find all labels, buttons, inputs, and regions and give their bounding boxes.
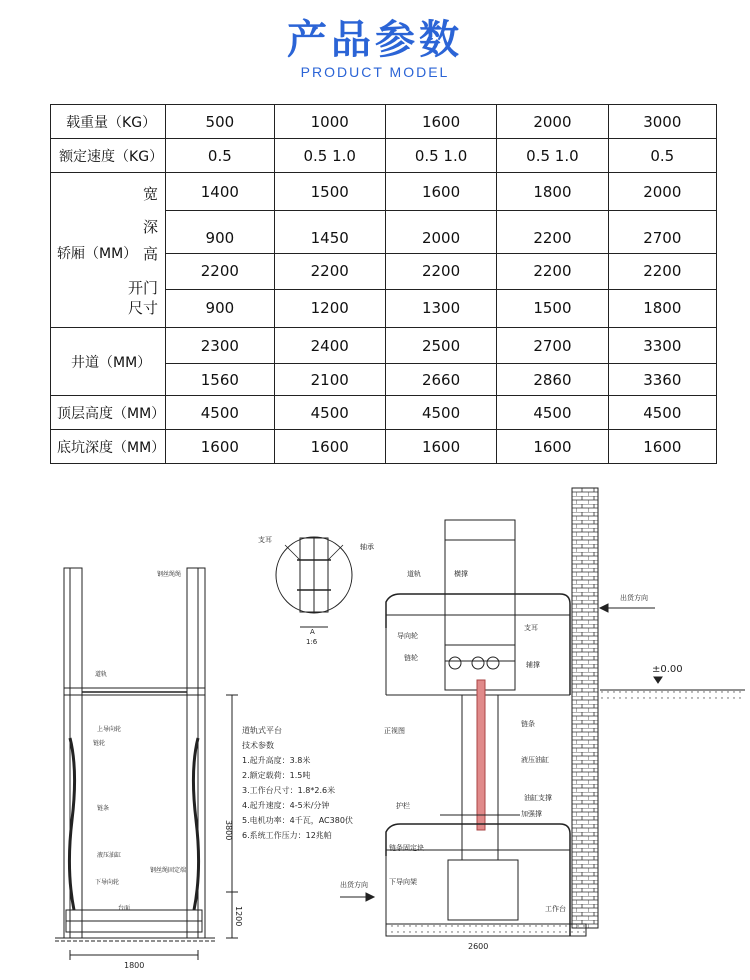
pit-cell: 1600	[166, 430, 274, 464]
spec-notes	[242, 725, 353, 840]
car-depth-cell: 900	[166, 211, 274, 253]
speed-cell: 0.5 1.0	[385, 139, 496, 173]
car-width-cell: 1800	[497, 173, 608, 211]
label-platform: 台面	[118, 905, 131, 912]
label-chain-fix: 链条固定块	[389, 844, 424, 852]
car-label: 轿厢（MM）	[57, 246, 138, 262]
label-cylinder: 液压油缸	[97, 852, 122, 859]
label-chain: 链条	[97, 805, 110, 812]
label-front-ear: 支耳	[524, 624, 538, 632]
row-shaft-1	[51, 328, 717, 364]
row-car-width	[51, 173, 717, 211]
door-cell: 1300	[385, 289, 496, 327]
load-cell: 1600	[385, 105, 496, 139]
label-front-cylinder: 液压油缸	[521, 756, 549, 764]
label-section-a: A	[310, 628, 315, 636]
car-width-label: 宽	[142, 185, 158, 203]
pit-cell: 1600	[385, 430, 496, 464]
load-cell: 2000	[497, 105, 608, 139]
shaft-label: 井道（MM）	[51, 328, 166, 396]
load-label: 载重量（KG）	[51, 105, 166, 139]
pit-label: 底坑深度（MM）	[51, 430, 166, 464]
door-label-2: 尺寸	[127, 299, 158, 317]
row-pit	[51, 430, 717, 464]
car-depth-cell: 2000	[385, 211, 496, 253]
label-front-chain-wheel: 链轮	[404, 654, 418, 662]
label-ear: 支耳	[258, 536, 272, 544]
load-cell: 3000	[608, 105, 716, 139]
car-width-cell: 1600	[385, 173, 496, 211]
car-depth-cell: 2700	[608, 211, 716, 253]
car-width-cell: 1400	[166, 173, 274, 211]
load-cell: 500	[166, 105, 274, 139]
row-speed	[51, 139, 717, 173]
dim-height: 3800	[224, 820, 233, 841]
load-cell: 1000	[274, 105, 385, 139]
label-guide-wheel: 导向轮	[397, 632, 418, 640]
label-steel-rope: 钢丝绳绳	[157, 571, 182, 578]
shaft-cell: 2100	[274, 364, 385, 396]
speed-label: 额定速度（KG）	[51, 139, 166, 173]
car-height-cell: 2200	[608, 253, 716, 289]
label-reinforce: 加强撑	[521, 810, 542, 818]
door-cell: 1200	[274, 289, 385, 327]
dim-bottom: 2600	[468, 942, 489, 951]
label-rail: 道轨	[95, 671, 108, 678]
pit-cell: 1600	[608, 430, 716, 464]
label-front-lower-guide: 下导向架	[389, 878, 417, 886]
shaft-cell: 2300	[166, 328, 274, 364]
label-lower-guide: 下导向轮	[95, 879, 120, 886]
car-group-label	[51, 173, 166, 328]
side-view	[55, 568, 238, 960]
door-cell: 900	[166, 289, 274, 327]
page-title-cn: 产品参数	[287, 17, 463, 63]
label-cylinder-support: 油缸支撑	[524, 794, 552, 802]
label-scale: 1:6	[306, 638, 318, 646]
spec-line: 6.系统工作压力：12兆帕	[242, 831, 332, 840]
label-front-view: 正视图	[384, 727, 405, 735]
top-cell: 4500	[385, 396, 496, 430]
car-height-label: 高	[142, 245, 158, 263]
label-front-platform: 工作台	[545, 905, 566, 913]
car-depth-cell: 1450	[274, 211, 385, 253]
label-bearing: 轴承	[360, 543, 374, 551]
shaft-cell: 2660	[385, 364, 496, 396]
car-width-cell: 2000	[608, 173, 716, 211]
pit-cell: 1600	[274, 430, 385, 464]
speed-cell: 0.5 1.0	[274, 139, 385, 173]
top-cell: 4500	[608, 396, 716, 430]
top-cell: 4500	[274, 396, 385, 430]
speed-cell: 0.5 1.0	[497, 139, 608, 173]
spec-line: 1.起升高度：3.8米	[242, 756, 311, 765]
spec-line: 3.工作台尺寸：1.8*2.6米	[242, 786, 336, 795]
shaft-cell: 2500	[385, 328, 496, 364]
speed-cell: 0.5	[608, 139, 716, 173]
spec-table	[50, 104, 717, 464]
detail-circle	[276, 537, 352, 627]
shaft-cell: 3360	[608, 364, 716, 396]
shaft-cell: 3300	[608, 328, 716, 364]
car-width-cell: 1500	[274, 173, 385, 211]
top-cell: 4500	[497, 396, 608, 430]
door-label-1: 开门	[127, 279, 158, 297]
front-view	[340, 488, 745, 936]
label-exit-right: 出货方向	[620, 594, 648, 602]
dim-low: 1200	[234, 906, 243, 927]
row-load	[51, 105, 717, 139]
front-view-labels	[340, 569, 683, 951]
label-guard: 护栏	[396, 802, 410, 810]
shaft-cell: 2400	[274, 328, 385, 364]
top-label: 顶层高度（MM）	[51, 396, 166, 430]
car-height-cell: 2200	[166, 253, 274, 289]
dim-width: 1800	[124, 961, 145, 970]
technical-drawing	[0, 480, 750, 976]
shaft-cell: 2700	[497, 328, 608, 364]
label-cross-brace: 横撑	[454, 570, 468, 578]
page-title-en: PRODUCT MODEL	[300, 64, 450, 80]
car-height-cell: 2200	[385, 253, 496, 289]
pit-cell: 1600	[497, 430, 608, 464]
top-cell: 4500	[166, 396, 274, 430]
spec-line: 4.起升速度：4-5米/分钟	[242, 801, 330, 810]
spec-line: 5.电机功率：4千瓦，AC380伏	[242, 816, 353, 825]
door-cell: 1500	[497, 289, 608, 327]
door-cell: 1800	[608, 289, 716, 327]
speed-cell: 0.5	[166, 139, 274, 173]
car-height-cell: 2200	[274, 253, 385, 289]
car-depth-label: 深	[142, 218, 158, 236]
label-front-chain: 链条	[521, 720, 535, 728]
row-top	[51, 396, 717, 430]
label-upper-guide: 上导向轮	[97, 726, 122, 733]
spec-title-1: 道轨式平台	[242, 726, 282, 735]
drawing-svg	[0, 480, 750, 976]
label-brace: 辅撑	[526, 661, 540, 669]
car-depth-cell: 2200	[497, 211, 608, 253]
label-chain-wheel: 链轮	[93, 740, 106, 747]
shaft-cell: 1560	[166, 364, 274, 396]
spec-line: 2.额定载荷：1.5吨	[242, 771, 311, 780]
label-exit-left: 出货方向	[340, 881, 368, 889]
shaft-cell: 2860	[497, 364, 608, 396]
label-rope-fix: 钢丝绳固定端	[150, 867, 187, 874]
label-level: ±0.00	[652, 664, 683, 675]
car-height-cell: 2200	[497, 253, 608, 289]
spec-title-2: 技术参数	[242, 741, 274, 750]
label-front-rail: 道轨	[407, 570, 421, 578]
